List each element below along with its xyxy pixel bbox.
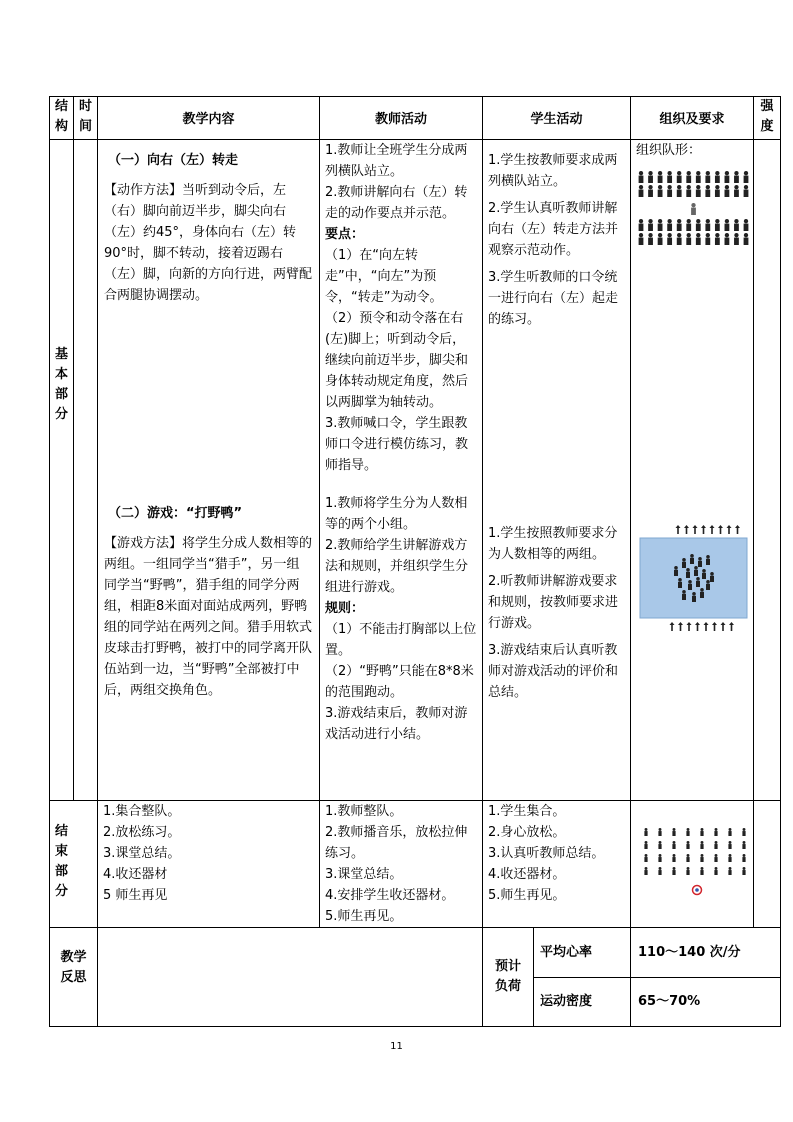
student-figure [700,841,703,849]
student-figure [725,171,730,183]
student-figure [644,828,647,836]
student-figure [658,828,661,836]
ending-student-item: 2.身心放松。 [488,825,566,840]
density-value: 65～70% [638,994,701,1009]
student-figure [648,219,653,231]
basic-part-label: 基本部分 [55,347,69,422]
ending-teacher-item: 2.教师播音乐，放松拉伸练习。 [325,825,468,861]
student-figure [725,185,730,197]
student-figure [672,867,675,875]
student-figure [658,854,661,862]
part2-method: 【游戏方法】将学生分成人数相等的两组。一组同学当“猎手”，另一组同学当“野鸭”，猎手组的同学分两组，相距8米面对面站成两列，野鸭组的同学站在两列之间。猎手用软式皮球击打野鸭，被打中的同学离开队伍站到一边，当“野鸭”全部被打中后，两组交换角色。 [104,536,313,698]
reflection-text-area [98,928,482,1026]
part2-teacher-item: 规则： [325,601,365,616]
student-figure [710,525,715,534]
student-figure [744,185,749,197]
student-figure [677,171,682,183]
heart-rate-value: 110～140 次/分 [638,945,741,960]
student-figure [677,185,682,197]
ending-content [103,801,313,906]
student-figure [710,572,714,582]
student-figure [695,622,700,631]
student-figure [682,558,686,568]
ending-student-item: 5.师生再见。 [488,888,566,903]
student-figure [742,828,745,836]
student-figure [705,233,710,245]
student-figure [725,233,730,245]
student-figure [744,171,749,183]
table-bottom-border [49,1026,781,1027]
student-figure [692,592,696,602]
ending-student-item: 3.认真听教师总结。 [488,846,605,861]
load-label: 预计负荷 [494,959,521,994]
ending-teacher-item: 1.教师整队。 [325,804,403,819]
student-figure [734,185,739,197]
student-figure [696,577,700,587]
part2-student-item: 2.听教师讲解游戏要求和规则，按教师要求进行游戏。 [488,574,619,631]
student-figure [727,525,732,534]
student-figure [684,525,689,534]
header-intensity: 强度 [760,99,774,134]
student-figure [686,185,691,197]
ending-teacher-item: 5.师生再见。 [325,909,403,924]
student-figure [658,219,663,231]
load-split-line [533,977,781,978]
student-figure [728,854,731,862]
student-figure [672,828,675,836]
part1-teacher-item: （1）在“向左转走”中，“向左”为预令，“转走”为动令。 [325,248,443,305]
student-figure [686,568,690,578]
ending-student-item: 1.学生集合。 [488,804,566,819]
student-figure [670,622,675,631]
student-figure [735,525,740,534]
student-figure [686,854,689,862]
student-figure [672,854,675,862]
student-figure [686,841,689,849]
table-top-border [49,96,781,97]
header-teacher: 教师活动 [374,112,427,127]
page-number: 11 [390,1041,403,1052]
col-divider-load [533,927,534,1027]
student-figure [686,219,691,231]
part1-student-item: 3.学生听教师的口令统一进行向右（左）起走的练习。 [488,270,619,327]
student-figure [712,622,717,631]
part2-teacher-item: 2.教师给学生讲解游戏方法和规则，并组织学生分组进行游戏。 [325,538,469,595]
student-figure [676,525,681,534]
part2-teacher-activity [325,493,477,745]
student-figure [729,622,734,631]
student-figure [648,233,653,245]
col-divider-1 [73,96,74,801]
student-figure [715,185,720,197]
student-figure [700,828,703,836]
student-figure [639,185,644,197]
student-figure [744,219,749,231]
student-figure [644,854,647,862]
student-figure [701,525,706,534]
student-figure [678,578,682,588]
part1-teacher-item: 3.教师喊口令，学生跟教师口令进行模仿练习，教师指导。 [325,416,469,473]
part1-teacher-item: 1.教师让全班学生分成两列横队站立。 [325,143,468,179]
student-figure [690,554,694,564]
student-figure [696,171,701,183]
part1-student-item: 2.学生认真听教师讲解向右（左）转走方法并观察示范动作。 [488,201,619,258]
student-figure [693,525,698,534]
col-divider-2 [97,96,98,1027]
part2-teacher-item: （2）“野鸭”只能在8*8米的范围跑动。 [325,664,474,700]
col-divider-value [630,927,631,1027]
student-figure [686,171,691,183]
ending-content-item: 1.集合整队。 [103,804,181,819]
student-figure [658,841,661,849]
ending-part-label: 结束部分 [55,824,69,899]
student-figure [667,219,672,231]
student-figure [742,854,745,862]
col-divider-5 [630,96,631,928]
student-figure [667,171,672,183]
student-figure [705,185,710,197]
student-figure [704,622,709,631]
student-figure [700,588,704,598]
student-figure [734,233,739,245]
student-figure [644,867,647,875]
student-figure [639,219,644,231]
part2-student-activity [488,523,625,703]
student-figure [734,219,739,231]
part1-teacher-activity [325,140,477,476]
student-figure [639,171,644,183]
student-figure [691,203,696,215]
student-figure [667,185,672,197]
two-rank-formation-diagram [636,167,751,257]
col-divider-6 [753,96,754,928]
student-figure [658,171,663,183]
student-figure [686,867,689,875]
part2-teacher-item: 3.游戏结束后，教师对游戏活动进行小结。 [325,706,468,742]
student-figure [705,171,710,183]
org-formation-label: 组织队形： [636,143,702,158]
student-figure [677,219,682,231]
student-figure [721,622,726,631]
student-figure [714,828,717,836]
student-figure [648,185,653,197]
part2-teacher-item: 1.教师将学生分为人数相等的两个小组。 [325,496,468,532]
header-structure: 结构 [55,99,69,134]
part2-student-item: 3.游戏结束后认真听教师对游戏活动的评价和总结。 [488,643,619,700]
student-figure [648,171,653,183]
student-figure [658,233,663,245]
table-right-border [780,96,781,1027]
header-content: 教学内容 [182,112,235,127]
student-figure [728,867,731,875]
student-figure [728,828,731,836]
student-figure [715,171,720,183]
teacher-marker-dot [695,888,699,892]
student-figure [667,233,672,245]
col-divider-4 [482,96,483,1027]
header-student: 学生活动 [530,112,583,127]
student-figure [686,233,691,245]
student-figure [742,841,745,849]
student-figure [715,219,720,231]
part1-title: （一）向右（左）转走 [108,153,239,168]
student-figure [639,233,644,245]
ending-content-item: 5 师生再见 [103,888,168,903]
student-figure [728,841,731,849]
student-figure [700,867,703,875]
student-figure [725,219,730,231]
student-figure [658,867,661,875]
part2-student-item: 1.学生按照教师要求分为人数相等的两组。 [488,526,618,562]
play-field [640,538,747,618]
student-figure [714,841,717,849]
density-label: 运动密度 [540,994,593,1009]
col-divider-3 [319,96,320,928]
student-figure [696,185,701,197]
ending-content-item: 4.收还器材 [103,867,168,882]
student-figure [715,233,720,245]
heart-rate-label: 平均心率 [540,945,593,960]
student-figure [694,566,698,576]
student-figure [644,841,647,849]
ending-content-item: 3.课堂总结。 [103,846,181,861]
part1-teacher-item: 2.教师讲解向右（左）转走的动作要点并示范。 [325,185,468,221]
student-figure [718,525,723,534]
student-figure [682,590,686,600]
closing-formation-diagram [636,826,751,898]
part1-teacher-item: （2）预令和动令落在右(左)脚上；听到动令后，继续向前迈半步，脚尖和身体转动规定角度，然后以两脚掌为轴转动。 [325,311,469,410]
student-figure [658,185,663,197]
student-figure [742,867,745,875]
student-figure [706,555,710,565]
student-figure [677,233,682,245]
ending-teacher-item: 3.课堂总结。 [325,867,403,882]
part2-teacher-item: （1）不能击打胸部以上位置。 [325,622,477,658]
student-figure [696,233,701,245]
student-figure [744,233,749,245]
student-figure [702,569,706,579]
ending-teacher-activity [325,801,477,927]
student-figure [688,580,692,590]
student-figure [696,219,701,231]
part1-student-activity [488,150,625,330]
student-figure [700,854,703,862]
header-time: 时间 [79,99,93,134]
student-figure [705,219,710,231]
student-figure [714,854,717,862]
part1-student-item: 1.学生按教师要求成两列横队站立。 [488,153,618,189]
reflection-label: 教学反思 [60,950,87,985]
student-figure [687,622,692,631]
ending-student-activity [488,801,625,906]
ending-student-item: 4.收还器材。 [488,867,566,882]
student-figure [672,841,675,849]
student-figure [678,622,683,631]
part1-method: 【动作方法】当听到动令后，左（右）脚向前迈半步，脚尖向右（左）约45°，身体向右（左）转90°时，脚不转动，接着迈踢右（左）脚，向新的方向行进，两臂配合两腿协调摆动。 [104,183,313,303]
duck-hunt-game-diagram [636,520,751,635]
student-figure [686,828,689,836]
student-figure [698,557,702,567]
ending-teacher-item: 4.安排学生收还器材。 [325,888,455,903]
header-organization: 组织及要求 [659,112,725,127]
student-figure [734,171,739,183]
part1-teacher-item: 要点： [325,227,365,242]
student-figure [674,566,678,576]
student-figure [714,867,717,875]
ending-content-item: 2.放松练习。 [103,825,181,840]
student-figure [706,580,710,590]
part2-title: （二）游戏：“打野鸭” [108,506,243,521]
